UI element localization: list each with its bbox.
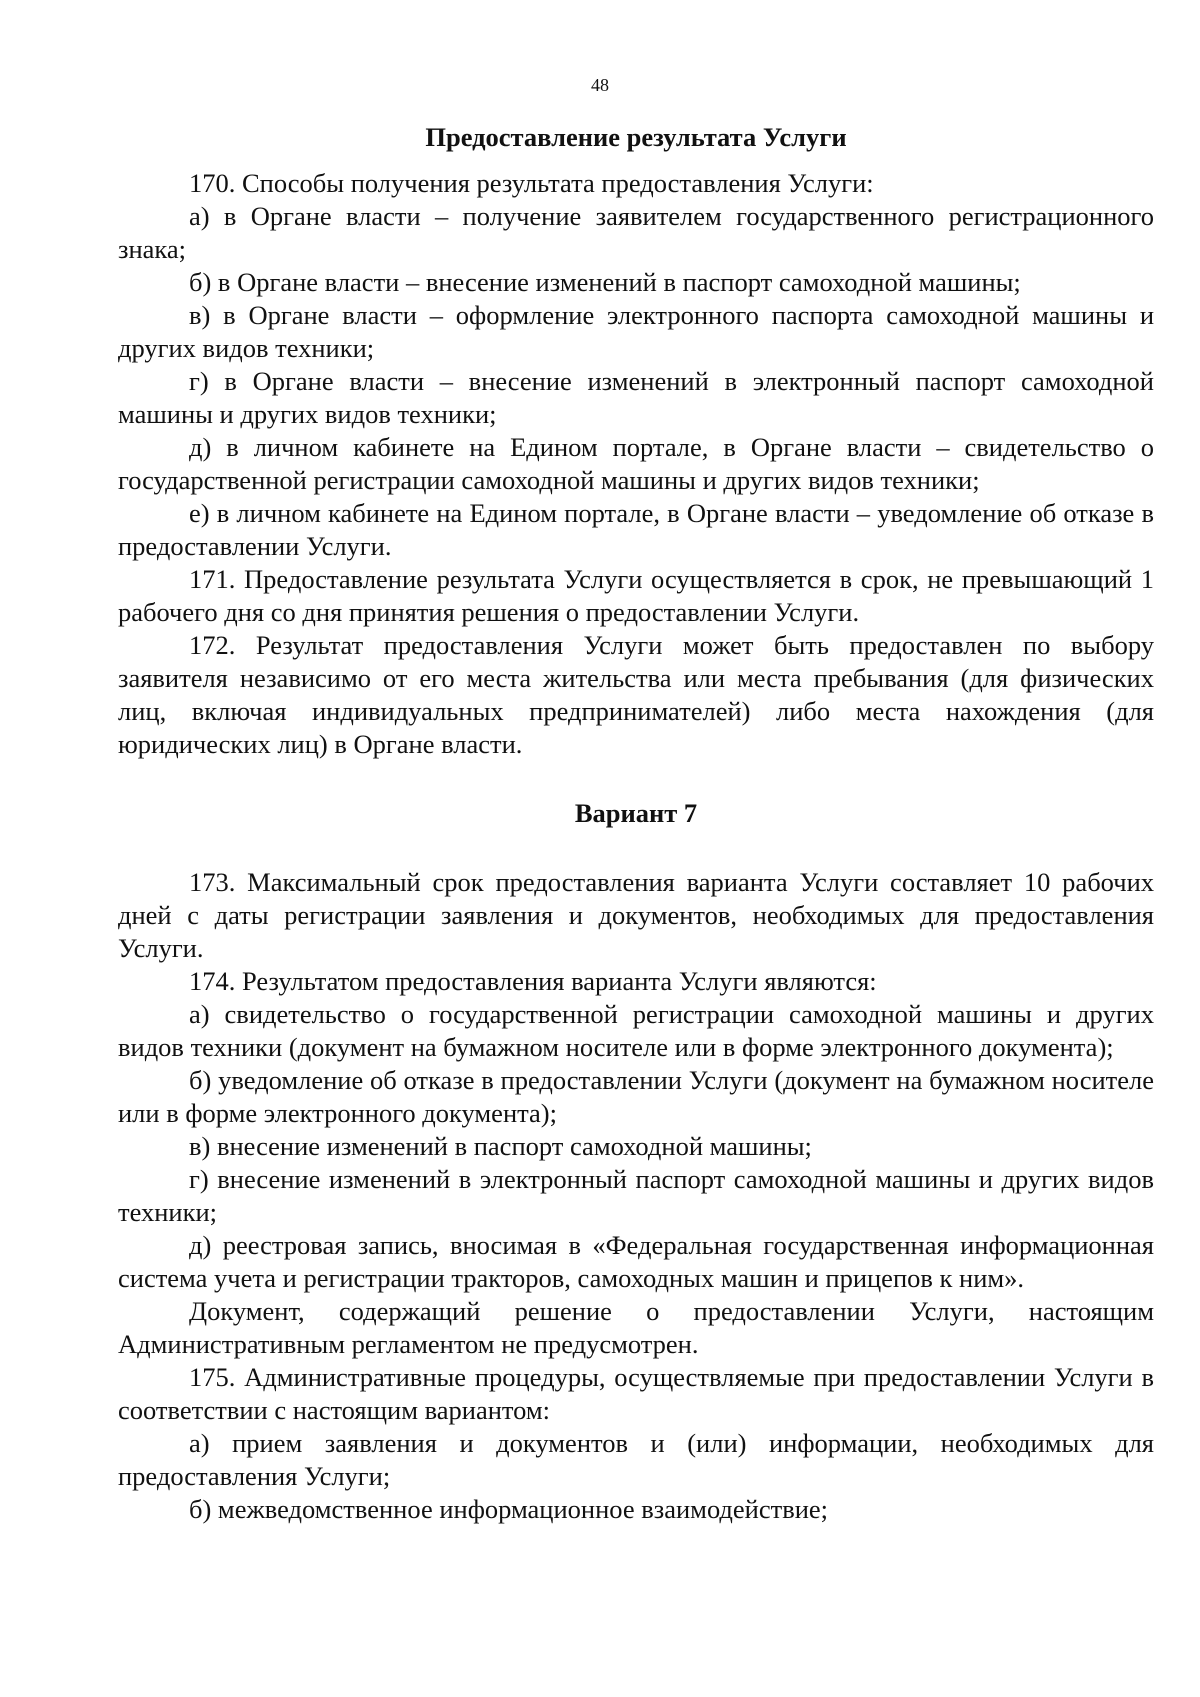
paragraph-175-a: а) прием заявления и документов и (или) информации, необходимых для предоставления Услуги;	[118, 1428, 1154, 1491]
paragraph-174-v: в) внесение изменений в паспорт самоходной машины;	[189, 1131, 812, 1161]
paragraph-174-a: а) свидетельство о государственной регистрации самоходной машины и других видов техники (документ на бумажном носителе или в форме электронного документа);	[118, 999, 1154, 1062]
paragraph-175: 175. Административные процедуры, осуществляемые при предоставлении Услуги в соответствии с настоящим вариантом:	[118, 1362, 1154, 1425]
paragraph-170: 170. Способы получения результата предоставления Услуги:	[189, 168, 874, 198]
section-heading-variant-7: Вариант 7	[574, 798, 698, 828]
paragraph-172: 172. Результат предоставления Услуги может быть предоставлен по выбору заявителя независимо от его места жительства или места пребывания (для физических лиц, включая индивидуальных предпринимателей) либо места нахождения (для юридических лиц) в Органе власти.	[118, 630, 1154, 759]
paragraph-174-g: г) внесение изменений в электронный паспорт самоходной машины и других видов техники;	[118, 1164, 1154, 1227]
paragraph-174-d: д) реестровая запись, вносимая в «Федеральная государственная информационная система учета и регистрации тракторов, самоходных машин и прицепов к ним».	[118, 1230, 1154, 1293]
paragraph-173: 173. Максимальный срок предоставления варианта Услуги составляет 10 рабочих дней с даты регистрации заявления и документов, необходимых для предоставления Услуги.	[118, 867, 1154, 963]
document-body	[118, 121, 1154, 1526]
paragraph-170-d: д) в личном кабинете на Едином портале, в Органе власти – свидетельство о государственной регистрации самоходной машины и других видов техники;	[118, 432, 1154, 495]
paragraph-170-a: а) в Органе власти – получение заявителем государственного регистрационного знака;	[118, 201, 1154, 264]
paragraph-170-b: б) в Органе власти – внесение изменений в паспорт самоходной машины;	[189, 267, 1021, 297]
section-heading-result: Предоставление результата Услуги	[425, 122, 847, 152]
paragraph-170-g: г) в Органе власти – внесение изменений в электронный паспорт самоходной машины и других видов техники;	[118, 366, 1154, 429]
paragraph-170-v: в) в Органе власти – оформление электронного паспорта самоходной машины и других видов техники;	[118, 300, 1154, 363]
paragraph-174: 174. Результатом предоставления варианта Услуги являются:	[189, 966, 877, 996]
paragraph-175-b: б) межведомственное информационное взаимодействие;	[189, 1494, 829, 1524]
paragraph-170-e: е) в личном кабинете на Едином портале, в Органе власти – уведомление об отказе в предоставлении Услуги.	[118, 498, 1154, 561]
paragraph-171: 171. Предоставление результата Услуги осуществляется в срок, не превышающий 1 рабочего дня со дня принятия решения о предоставлении Услуги.	[118, 564, 1154, 627]
page-number: 48	[591, 75, 609, 95]
paragraph-174-document: Документ, содержащий решение о предоставлении Услуги, настоящим Административным регламентом не предусмотрен.	[118, 1296, 1154, 1359]
paragraph-174-b: б) уведомление об отказе в предоставлении Услуги (документ на бумажном носителе или в форме электронного документа);	[118, 1065, 1154, 1128]
